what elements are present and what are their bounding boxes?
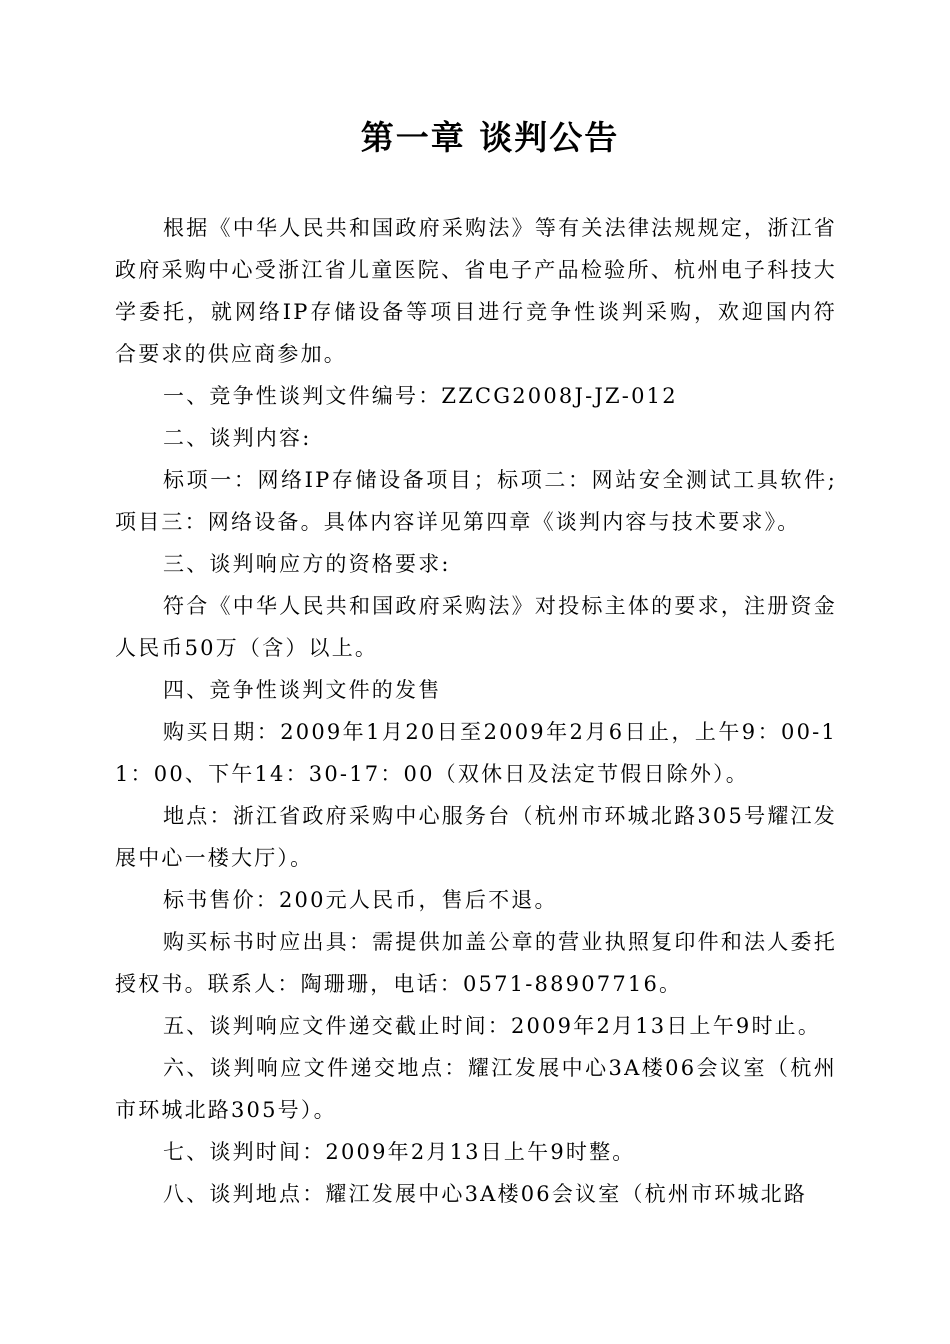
paragraph-price: 标书售价：200元人民币，售后不退。 xyxy=(163,888,558,912)
paragraph-purchase-date: 购买日期：2009年1月20日至2009年2月6日止，上午9：00-11：00、下午14：30-17：00（双休日及法定节假日除外）。 xyxy=(115,720,837,786)
paragraph-negotiation-place: 八、谈判地点：耀江发展中心3A楼06会议室（杭州市环城北路 xyxy=(163,1182,808,1206)
paragraph-location: 地点：浙江省政府采购中心服务台（杭州市环城北路305号耀江发展中心一楼大厅）。 xyxy=(115,804,837,870)
paragraph-submission-place: 六、谈判响应文件递交地点：耀江发展中心3A楼06会议室（杭州市环城北路305号）。 xyxy=(115,1056,837,1122)
paragraph-requirements: 购买标书时应出具：需提供加盖公章的营业执照复印件和法人委托授权书。联系人：陶珊珊，电话：0571-88907716。 xyxy=(115,930,837,996)
paragraph-file-number: 一、竞争性谈判文件编号：ZZCG2008J-JZ-012 xyxy=(163,384,678,408)
paragraph-sale-heading: 四、竞争性谈判文件的发售 xyxy=(163,678,442,702)
paragraph-negotiation-time: 七、谈判时间：2009年2月13日上午9时整。 xyxy=(163,1140,636,1164)
paragraph-content-heading: 二、谈判内容: xyxy=(163,426,312,450)
paragraph-intro: 根据《中华人民共和国政府采购法》等有关法律法规规定，浙江省政府采购中心受浙江省儿童医院、省电子产品检验所、杭州电子科技大学委托，就网络IP存储设备等项目进行竞争性谈判采购，欢迎国内符合要求的供应商参加。 xyxy=(115,216,837,366)
document-body xyxy=(115,207,837,1215)
paragraph-content-items: 标项一：网络IP存储设备项目；标项二：网站安全测试工具软件;项目三：网络设备。具体内容详见第四章《谈判内容与技术要求》。 xyxy=(115,468,837,534)
page-title: 第一章 谈判公告 xyxy=(360,118,620,157)
paragraph-deadline: 五、谈判响应文件递交截止时间：2009年2月13日上午9时止。 xyxy=(163,1014,822,1038)
paragraph-qualification-text: 符合《中华人民共和国政府采购法》对投标主体的要求，注册资金人民币50万（含）以上。 xyxy=(115,594,837,660)
paragraph-qualification-heading: 三、谈判响应方的资格要求: xyxy=(163,552,451,576)
